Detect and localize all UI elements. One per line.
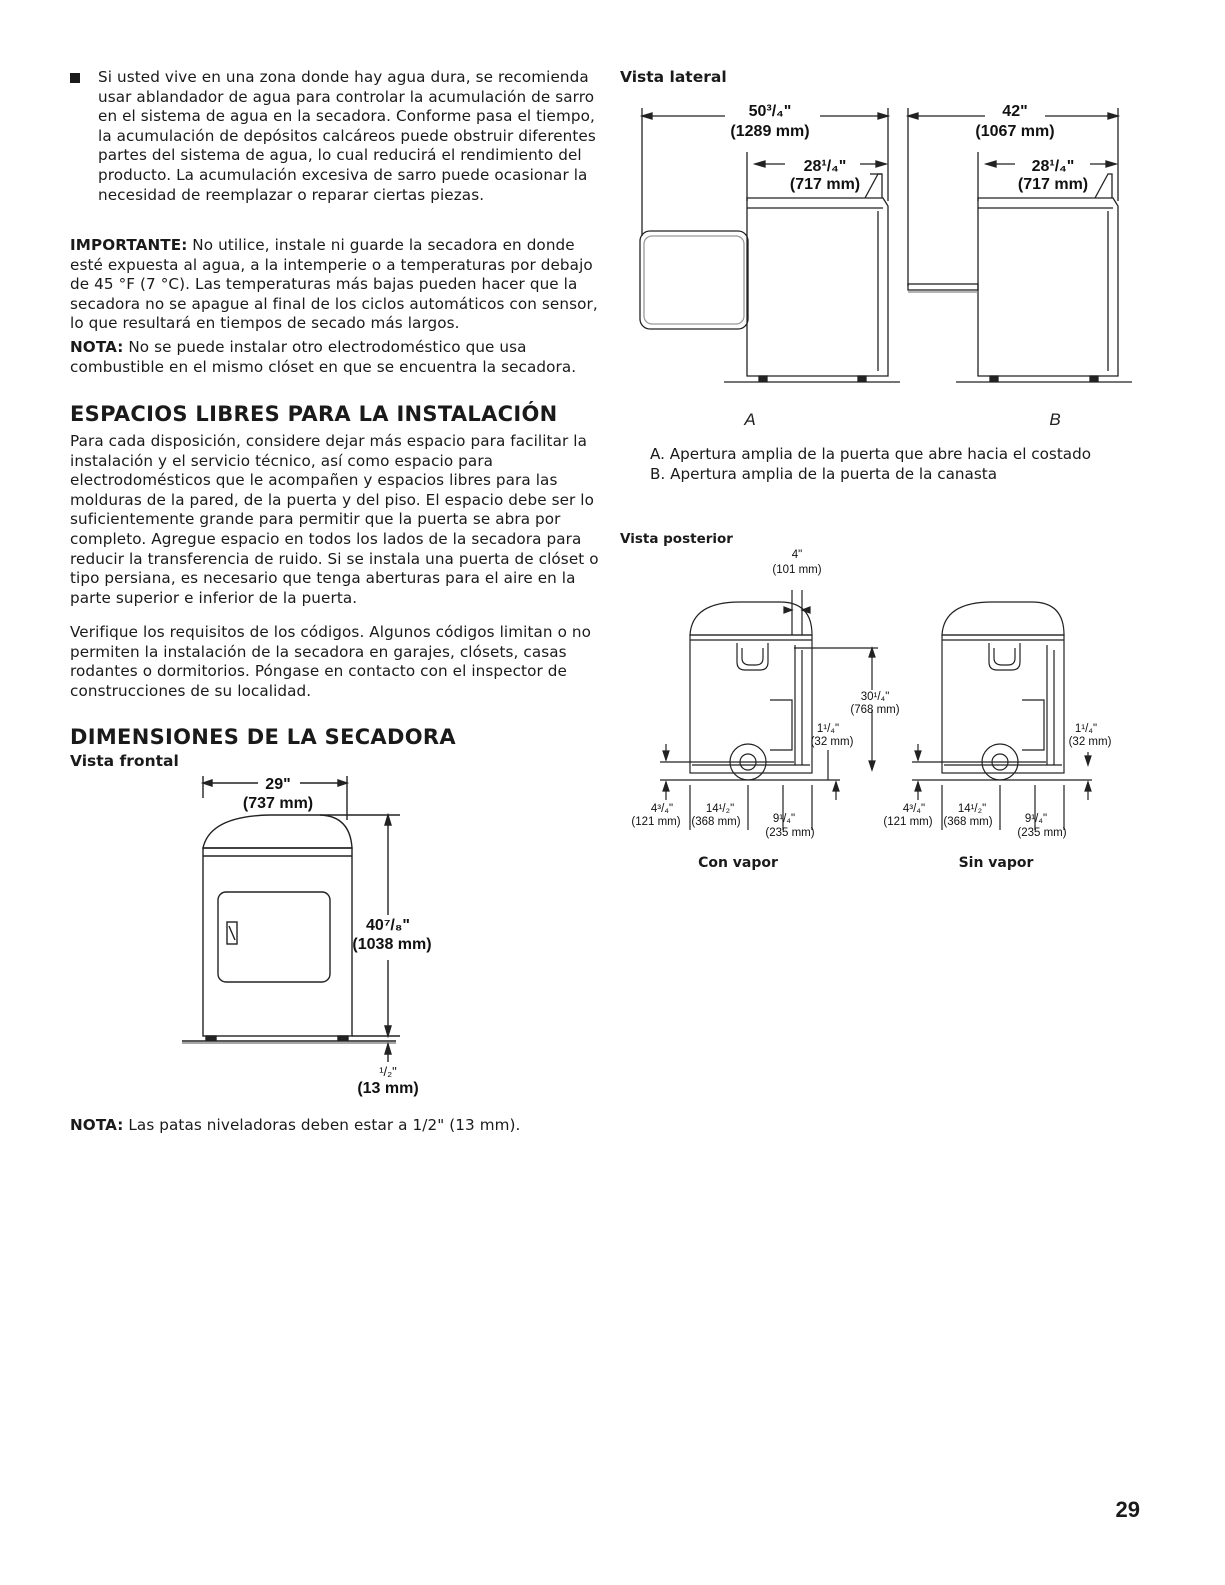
side-a-label: A — [744, 410, 756, 426]
rear-left-mm: (121 mm) — [631, 816, 681, 828]
rear2-mid-mm: (368 mm) — [943, 816, 993, 828]
note2-label: NOTA: — [70, 1116, 124, 1134]
rear-label-nosteam: Sin vapor — [958, 855, 1034, 871]
bullet-square-icon — [70, 73, 80, 83]
rear-right-in: 9¹/₄" — [772, 813, 796, 825]
rear2-small-in: 1¹/₄" — [1074, 723, 1098, 735]
codes-paragraph: Verifique los requisitos de los códigos. Algunos códigos limitan o no permiten la instalación de la secadora en garajes, clósets, casas rodantes o dormitorios. Póngase en contacto con el inspector de construcciones de su localidad. — [70, 623, 592, 700]
rear-top-in: 4" — [791, 549, 803, 561]
section-title-dimensions: DIMENSIONES DE LA SECADORA — [70, 725, 456, 749]
front-width-in: 29" — [265, 776, 291, 793]
note-label: NOTA: — [70, 338, 124, 356]
front-height-mm: (1038 mm) — [352, 936, 432, 953]
front-feet-mm: (13 mm) — [357, 1080, 419, 1097]
rear2-right-in: 9¹/₄" — [1024, 813, 1048, 825]
side-a-depth-in: 28¹/₄" — [803, 158, 847, 175]
important-paragraph — [70, 236, 600, 334]
rear-view-diagram — [620, 540, 1130, 880]
front-width-mm: (737 mm) — [242, 795, 314, 812]
note-fuel-paragraph — [70, 338, 600, 377]
important-label: IMPORTANTE: — [70, 236, 188, 254]
side-a-total-in: 50³/₄" — [748, 103, 792, 120]
rear-mid-in: 14¹/₂" — [705, 803, 735, 815]
rear2-small-mm: (32 mm) — [1068, 736, 1112, 748]
rear-view-title: Vista posterior — [620, 531, 733, 547]
note2-text: Las patas niveladoras deben estar a 1/2" (13 mm). — [123, 1116, 521, 1134]
rear-height-in: 30¹/₄" — [860, 691, 890, 703]
rear-left-in: 4³/₄" — [650, 803, 674, 815]
side-view-a-diagram — [620, 86, 900, 426]
side-view-title: Vista lateral — [620, 68, 727, 86]
side-b-label: B — [1049, 410, 1061, 426]
side-b-total-mm: (1067 mm) — [975, 123, 1055, 140]
rear-right-mm: (235 mm) — [765, 827, 815, 839]
note-feet-paragraph — [70, 1116, 600, 1136]
rear2-left-mm: (121 mm) — [883, 816, 933, 828]
front-height-in: 40⁷/₈" — [366, 917, 410, 934]
side-b-total-in: 42" — [1002, 103, 1028, 120]
side-a-depth-mm: (717 mm) — [789, 176, 861, 193]
rear-height-mm: (768 mm) — [850, 704, 900, 716]
caption-b: B. Apertura amplia de la puerta de la canasta — [650, 465, 998, 483]
rear-label-steam: Con vapor — [698, 855, 778, 871]
section-title-clearances: ESPACIOS LIBRES PARA LA INSTALACIÓN — [70, 402, 558, 426]
rear-top-mm: (101 mm) — [772, 564, 822, 576]
front-view-labels — [170, 770, 470, 1100]
page-number: 29 — [1115, 1497, 1140, 1522]
side-b-depth-in: 28¹/₄" — [1031, 158, 1075, 175]
rear-small-in: 1¹/₄" — [816, 723, 840, 735]
side-view-b-diagram — [900, 86, 1140, 426]
front-feet-in: ¹/₂" — [379, 1064, 397, 1079]
rear-mid-mm: (368 mm) — [691, 816, 741, 828]
important-text: No utilice, instale ni guarde la secadora en donde esté expuesta al agua, a la intemperie o a temperaturas por debajo de 45 °F (7 °C). Las temperaturas más bajas pueden hacer que la secadora no se apague al final de los ciclos automáticos con sensor, lo que resultará en tiempos de secado más largos. — [70, 236, 598, 333]
water-hardness-bullet — [70, 68, 600, 205]
side-a-total-mm: (1289 mm) — [730, 123, 810, 140]
bullet-text: Si usted vive en una zona donde hay agua dura, se recomienda usar ablandador de agua para controlar la acumulación de sarro en el sistema de agua en la secadora. Conforme pasa el tiempo, la acumulación de depósitos calcáreos puede obstruir diferentes partes del sistema de agua, lo cual reducirá el rendimiento del producto. La acumulación excesiva de sarro puede ocasionar la necesidad de reemplazar o reparar ciertas piezas. — [98, 68, 596, 204]
front-view-title: Vista frontal — [70, 752, 179, 770]
rear-small-mm: (32 mm) — [810, 736, 854, 748]
clearances-paragraph: Para cada disposición, considere dejar más espacio para facilitar la instalación y el servicio técnico, así como espacio para electrodomésticos que le acompañen y espacios libres para las molduras de la pared, de la puerta y del piso. El espacio debe ser lo suficientemente grande para permitir que la puerta se abra por completo. Agregue espacio en todos los lados de la secadora para reducir la transferencia de ruido. Si se instala una puerta de clóset o tipo persiana, es necesario que tenga aberturas para el aire en la parte superior e inferior de la puerta. — [70, 432, 599, 607]
rear2-right-mm: (235 mm) — [1017, 827, 1067, 839]
caption-a: A. Apertura amplia de la puerta que abre hacia el costado — [650, 445, 1092, 463]
side-b-depth-mm: (717 mm) — [1017, 176, 1089, 193]
rear2-mid-in: 14¹/₂" — [957, 803, 987, 815]
note-text: No se puede instalar otro electrodoméstico que usa combustible en el mismo clóset en que se encuentra la secadora. — [70, 338, 577, 376]
rear2-left-in: 4³/₄" — [902, 803, 926, 815]
